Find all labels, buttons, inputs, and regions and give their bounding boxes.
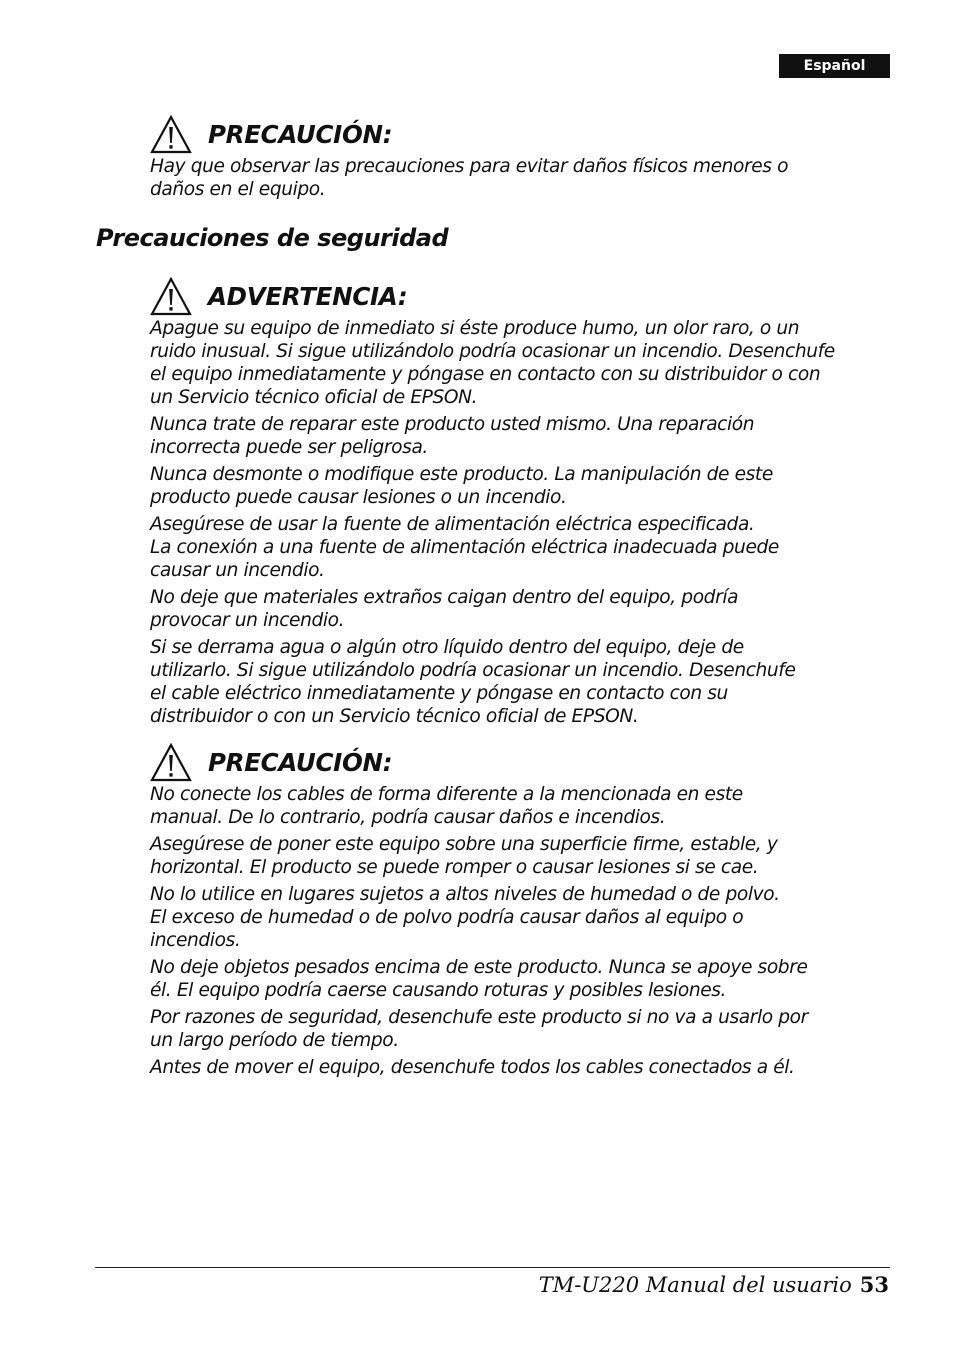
caution-notice-2-body	[150, 783, 890, 1079]
footer-document-title: TM-U220 Manual del usuario	[538, 1273, 852, 1297]
warning-notice-body	[150, 317, 890, 728]
caution-1-paragraph: Hay que observar las precauciones para evitar daños físicos menores o daños en el equipo.	[150, 156, 789, 200]
warning-paragraph: Nunca desmonte o modifique este producto. La manipulación de este producto puede causar lesiones o un incendio.	[150, 464, 773, 508]
caution-notice-1-body	[150, 155, 890, 201]
caution-2-paragraph: Por razones de seguridad, desenchufe este producto si no va a usarlo por un largo período de tiempo.	[150, 1007, 808, 1051]
caution-notice-1-header	[150, 115, 890, 155]
warning-notice-header	[150, 277, 890, 317]
caution-2-paragraph: No conecte los cables de forma diferente a la mencionada en este manual. De lo contrario, podría causar daños e incendios.	[150, 784, 743, 828]
warning-triangle-icon	[150, 743, 192, 783]
warning-notice	[150, 277, 890, 732]
footer-divider	[95, 1267, 890, 1268]
warning-paragraph: Asegúrese de usar la fuente de alimentación eléctrica especificada. La conexión a una fuente de alimentación eléctrica inadecuada puede causar un incendio.	[150, 514, 779, 581]
page-number: 53	[859, 1272, 889, 1297]
page-footer	[539, 1271, 889, 1299]
caution-notice-2-header	[150, 743, 890, 783]
caution-2-paragraph: Asegúrese de poner este equipo sobre una superficie firme, estable, y horizontal. El producto se puede romper o causar lesiones si se cae.	[150, 834, 778, 878]
section-heading: Precauciones de seguridad	[96, 224, 449, 252]
warning-title: ADVERTENCIA:	[208, 282, 408, 311]
caution-2-title: PRECAUCIÓN:	[208, 748, 393, 777]
caution-1-title: PRECAUCIÓN:	[208, 120, 393, 149]
caution-2-paragraph: No lo utilice en lugares sujetos a altos niveles de humedad o de polvo. El exceso de humedad o de polvo podría causar daños al equipo o incendios.	[150, 884, 780, 951]
warning-triangle-icon	[150, 115, 192, 155]
warning-paragraph: Nunca trate de reparar este producto usted mismo. Una reparación incorrecta puede ser peligrosa.	[150, 414, 755, 458]
caution-notice-1	[150, 115, 890, 205]
warning-paragraph: No deje que materiales extraños caigan dentro del equipo, podría provocar un incendio.	[150, 587, 739, 631]
caution-2-paragraph: No deje objetos pesados encima de este producto. Nunca se apoye sobre él. El equipo podría caerse causando roturas y posibles lesiones.	[150, 957, 808, 1001]
language-tab: Español	[779, 54, 890, 78]
warning-triangle-icon	[150, 277, 192, 317]
warning-paragraph: Si se derrama agua o algún otro líquido dentro del equipo, deje de utilizarlo. Si sigue utilizándolo podría ocasionar un incendio. Desenchufe el cable eléctrico inmediatamente y póngase en contacto con su distribuidor o con un Servicio técnico oficial de EPSON.	[150, 637, 796, 727]
caution-2-paragraph: Antes de mover el equipo, desenchufe todos los cables conectados a él.	[150, 1057, 795, 1078]
warning-paragraph: Apague su equipo de inmediato si éste produce humo, un olor raro, o un ruido inusual. Si sigue utilizándolo podría ocasionar un incendio. Desenchufe el equipo inmediatamente y póngase en contacto con su distribuidor o con un Servicio técnico oficial de EPSON.	[150, 318, 835, 408]
caution-notice-2	[150, 743, 890, 1083]
